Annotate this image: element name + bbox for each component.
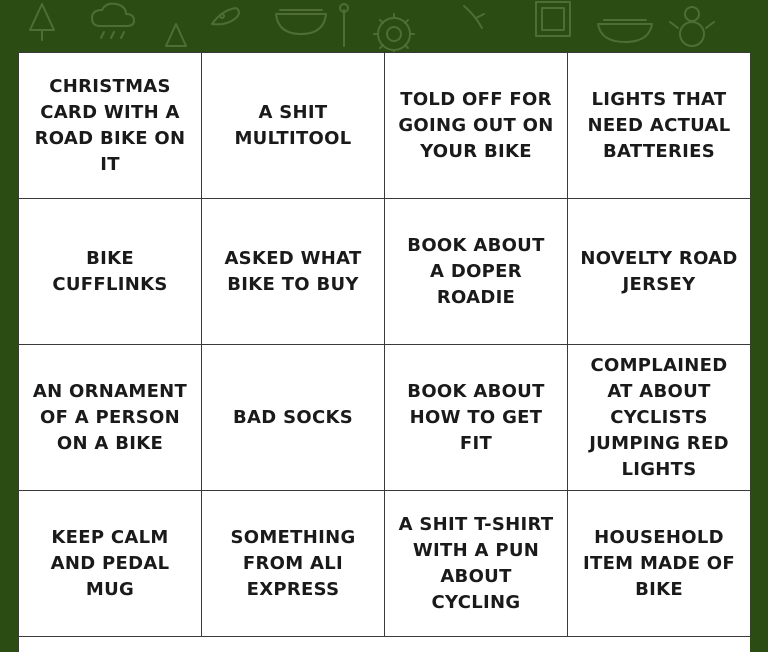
bingo-cell[interactable] [568,53,751,199]
bingo-cell[interactable] [385,199,568,345]
tree-icon [166,24,186,46]
bingo-cell-label: BAD SOCKS [233,406,353,428]
bingo-cell[interactable] [568,199,751,345]
bingo-cell-label: COMPLAINED AT ABOUT CYCLISTS JUMPING RED LIGHTS [589,354,729,480]
bingo-cell-label: TOLD OFF FOR GOING OUT ON YOUR BIKE [398,88,554,162]
gear-icon [374,14,414,54]
wrench-icon [340,4,348,46]
bingo-cell-label: NOVELTY ROAD JERSEY [580,247,738,295]
picture-frame-icon [536,2,570,36]
bingo-cell-label: AN ORNAMENT OF A PERSON ON A BIKE [32,380,188,454]
cloud-icon [92,4,134,38]
bingo-cell-label: BOOK ABOUT HOW TO GET FIT [407,380,545,454]
bingo-cell[interactable] [202,491,385,637]
doodle-banner [0,0,768,56]
bike-tool-icon [212,8,239,24]
bingo-cell[interactable] [385,345,568,491]
bowl-icon [276,10,326,34]
bingo-cell-label: HOUSEHOLD ITEM MADE OF BIKE [583,526,735,600]
bingo-cell-label: LIGHTS THAT NEED ACTUAL BATTERIES [587,88,731,162]
bingo-cell-label: BIKE CUFFLINKS [52,247,168,295]
bingo-cell[interactable] [19,53,202,199]
bingo-cell[interactable] [568,345,751,491]
bike-tool-icon [464,6,484,28]
bingo-cell-label: A SHIT MULTITOOL [234,101,352,149]
bingo-cell[interactable] [568,491,751,637]
bingo-cell[interactable] [19,491,202,637]
bingo-cell[interactable] [202,345,385,491]
bingo-card [18,52,750,652]
bingo-cell[interactable] [202,199,385,345]
bingo-cell-label: A SHIT T-SHIRT WITH A PUN ABOUT CYCLING [398,513,554,613]
bingo-cell[interactable] [19,199,202,345]
pot-icon [598,20,652,42]
bingo-cell[interactable] [19,345,202,491]
bingo-cell-label: ASKED WHAT BIKE TO BUY [224,247,362,295]
bingo-cell[interactable] [385,53,568,199]
tree-icon [30,4,54,40]
snowman-icon [670,7,714,46]
bingo-cell[interactable] [385,491,568,637]
bingo-cell-label: SOMETHING FROM ALI EXPRESS [230,526,356,600]
bingo-cell-label: BOOK ABOUT A DOPER ROADIE [407,234,545,308]
bingo-cell-label: KEEP CALM AND PEDAL MUG [50,526,170,600]
bingo-cell-label: CHRISTMAS CARD WITH A ROAD BIKE ON IT [34,75,186,175]
bingo-cell[interactable] [202,53,385,199]
